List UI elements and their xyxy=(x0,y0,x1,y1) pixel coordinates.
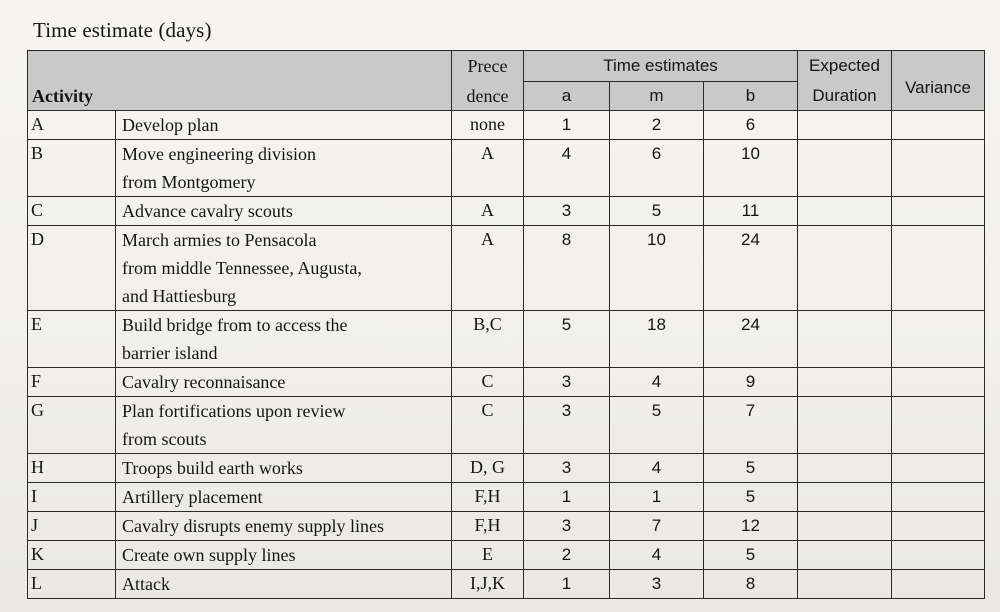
estimate-b-cell: 11 xyxy=(704,197,798,226)
variance-cell xyxy=(892,368,985,397)
variance-cell xyxy=(892,570,985,599)
estimate-b-cell: 5 xyxy=(704,483,798,512)
estimate-a-cell: 3 xyxy=(524,512,610,541)
variance-cell xyxy=(892,311,985,368)
description-line: Develop plan xyxy=(122,115,219,135)
precedence-cell: C xyxy=(452,397,524,454)
table-row xyxy=(28,197,985,226)
table-row xyxy=(28,570,985,599)
activity-description xyxy=(116,541,452,570)
activity-description xyxy=(116,483,452,512)
precedence-cell: A xyxy=(452,226,524,311)
expected-duration-cell xyxy=(798,226,892,311)
table-row xyxy=(28,368,985,397)
activity-code: J xyxy=(28,512,116,541)
description-line: Cavalry disrupts enemy supply lines xyxy=(122,516,384,536)
description-line: Plan fortifications upon review xyxy=(122,401,346,421)
precedence-cell: A xyxy=(452,197,524,226)
estimate-a-cell: 3 xyxy=(524,397,610,454)
activity-code: G xyxy=(28,397,116,454)
precedence-header-line2: dence xyxy=(452,82,524,111)
estimate-m-cell: 5 xyxy=(610,197,704,226)
table-row xyxy=(28,454,985,483)
description-line: Move engineering division xyxy=(122,144,316,164)
estimate-a-cell: 5 xyxy=(524,311,610,368)
table-row xyxy=(28,512,985,541)
precedence-cell: E xyxy=(452,541,524,570)
variance-cell xyxy=(892,226,985,311)
m-header: m xyxy=(610,82,704,111)
activity-table xyxy=(27,50,985,599)
estimate-a-cell: 1 xyxy=(524,483,610,512)
activity-code: E xyxy=(28,311,116,368)
table-row xyxy=(28,311,985,368)
expected-duration-cell xyxy=(798,140,892,197)
description-line: Build bridge from to access the xyxy=(122,315,348,335)
estimate-m-cell: 2 xyxy=(610,111,704,140)
variance-cell xyxy=(892,512,985,541)
estimate-b-cell: 6 xyxy=(704,111,798,140)
estimate-m-cell: 18 xyxy=(610,311,704,368)
estimate-b-cell: 9 xyxy=(704,368,798,397)
estimate-a-cell: 4 xyxy=(524,140,610,197)
expected-header-line2: Duration xyxy=(798,82,892,111)
expected-duration-cell xyxy=(798,512,892,541)
estimate-m-cell: 5 xyxy=(610,397,704,454)
variance-header: Variance xyxy=(892,51,985,111)
activity-description xyxy=(116,512,452,541)
estimate-b-cell: 10 xyxy=(704,140,798,197)
estimate-m-cell: 1 xyxy=(610,483,704,512)
expected-header-line1: Expected xyxy=(798,51,892,82)
description-line: Attack xyxy=(122,574,170,594)
b-header: b xyxy=(704,82,798,111)
activity-code: I xyxy=(28,483,116,512)
description-line: Create own supply lines xyxy=(122,545,296,565)
estimate-b-cell: 24 xyxy=(704,311,798,368)
precedence-cell: D, G xyxy=(452,454,524,483)
expected-duration-cell xyxy=(798,541,892,570)
activity-description xyxy=(116,197,452,226)
expected-duration-cell xyxy=(798,454,892,483)
variance-cell xyxy=(892,397,985,454)
activity-code: D xyxy=(28,226,116,311)
table-body xyxy=(28,111,985,599)
description-line: and Hattiesburg xyxy=(122,286,237,306)
activity-code: C xyxy=(28,197,116,226)
estimate-m-cell: 10 xyxy=(610,226,704,311)
variance-cell xyxy=(892,541,985,570)
variance-cell xyxy=(892,140,985,197)
activity-code: F xyxy=(28,368,116,397)
table-row xyxy=(28,541,985,570)
precedence-cell: B,C xyxy=(452,311,524,368)
estimate-b-cell: 7 xyxy=(704,397,798,454)
precedence-header-line1: Prece xyxy=(452,51,524,82)
description-line: barrier island xyxy=(122,343,218,363)
estimate-a-cell: 3 xyxy=(524,197,610,226)
description-line: Artillery placement xyxy=(122,487,263,507)
table-row xyxy=(28,483,985,512)
table-row xyxy=(28,226,985,311)
description-line: Troops build earth works xyxy=(122,458,303,478)
estimate-m-cell: 3 xyxy=(610,570,704,599)
variance-cell xyxy=(892,454,985,483)
activity-code: H xyxy=(28,454,116,483)
estimate-a-cell: 3 xyxy=(524,454,610,483)
description-line: from scouts xyxy=(122,429,207,449)
activity-description xyxy=(116,226,452,311)
precedence-cell: F,H xyxy=(452,512,524,541)
estimate-a-cell: 3 xyxy=(524,368,610,397)
estimate-a-cell: 1 xyxy=(524,570,610,599)
estimate-m-cell: 4 xyxy=(610,541,704,570)
estimate-b-cell: 5 xyxy=(704,541,798,570)
expected-duration-cell xyxy=(798,397,892,454)
a-header: a xyxy=(524,82,610,111)
estimate-b-cell: 8 xyxy=(704,570,798,599)
precedence-cell: I,J,K xyxy=(452,570,524,599)
header-row-1 xyxy=(28,51,985,82)
expected-duration-cell xyxy=(798,483,892,512)
activity-description xyxy=(116,570,452,599)
estimate-a-cell: 8 xyxy=(524,226,610,311)
description-line: from Montgomery xyxy=(122,172,256,192)
table-row xyxy=(28,140,985,197)
estimate-m-cell: 7 xyxy=(610,512,704,541)
description-line: March armies to Pensacola xyxy=(122,230,317,250)
estimate-m-cell: 4 xyxy=(610,368,704,397)
estimate-m-cell: 4 xyxy=(610,454,704,483)
activity-code: A xyxy=(28,111,116,140)
estimate-a-cell: 2 xyxy=(524,541,610,570)
activity-code: K xyxy=(28,541,116,570)
table-row xyxy=(28,397,985,454)
estimate-a-cell: 1 xyxy=(524,111,610,140)
activity-header: Activity xyxy=(28,51,452,111)
estimate-b-cell: 5 xyxy=(704,454,798,483)
estimate-b-cell: 24 xyxy=(704,226,798,311)
expected-duration-cell xyxy=(798,570,892,599)
expected-duration-cell xyxy=(798,311,892,368)
activity-description xyxy=(116,454,452,483)
expected-duration-cell xyxy=(798,111,892,140)
activity-description xyxy=(116,397,452,454)
precedence-cell: C xyxy=(452,368,524,397)
precedence-cell: A xyxy=(452,140,524,197)
activity-description xyxy=(116,368,452,397)
variance-cell xyxy=(892,111,985,140)
estimate-m-cell: 6 xyxy=(610,140,704,197)
variance-cell xyxy=(892,483,985,512)
page-title: Time estimate (days) xyxy=(33,18,212,42)
variance-cell xyxy=(892,197,985,226)
expected-duration-cell xyxy=(798,197,892,226)
estimate-b-cell: 12 xyxy=(704,512,798,541)
table-row xyxy=(28,111,985,140)
precedence-cell: F,H xyxy=(452,483,524,512)
activity-code: B xyxy=(28,140,116,197)
time-estimates-header: Time estimates xyxy=(524,51,798,82)
activity-description xyxy=(116,311,452,368)
activity-description xyxy=(116,111,452,140)
precedence-cell: none xyxy=(452,111,524,140)
description-line: from middle Tennessee, Augusta, xyxy=(122,258,362,278)
expected-duration-cell xyxy=(798,368,892,397)
activity-code: L xyxy=(28,570,116,599)
description-line: Advance cavalry scouts xyxy=(122,201,293,221)
description-line: Cavalry reconnaisance xyxy=(122,372,286,392)
activity-description xyxy=(116,140,452,197)
